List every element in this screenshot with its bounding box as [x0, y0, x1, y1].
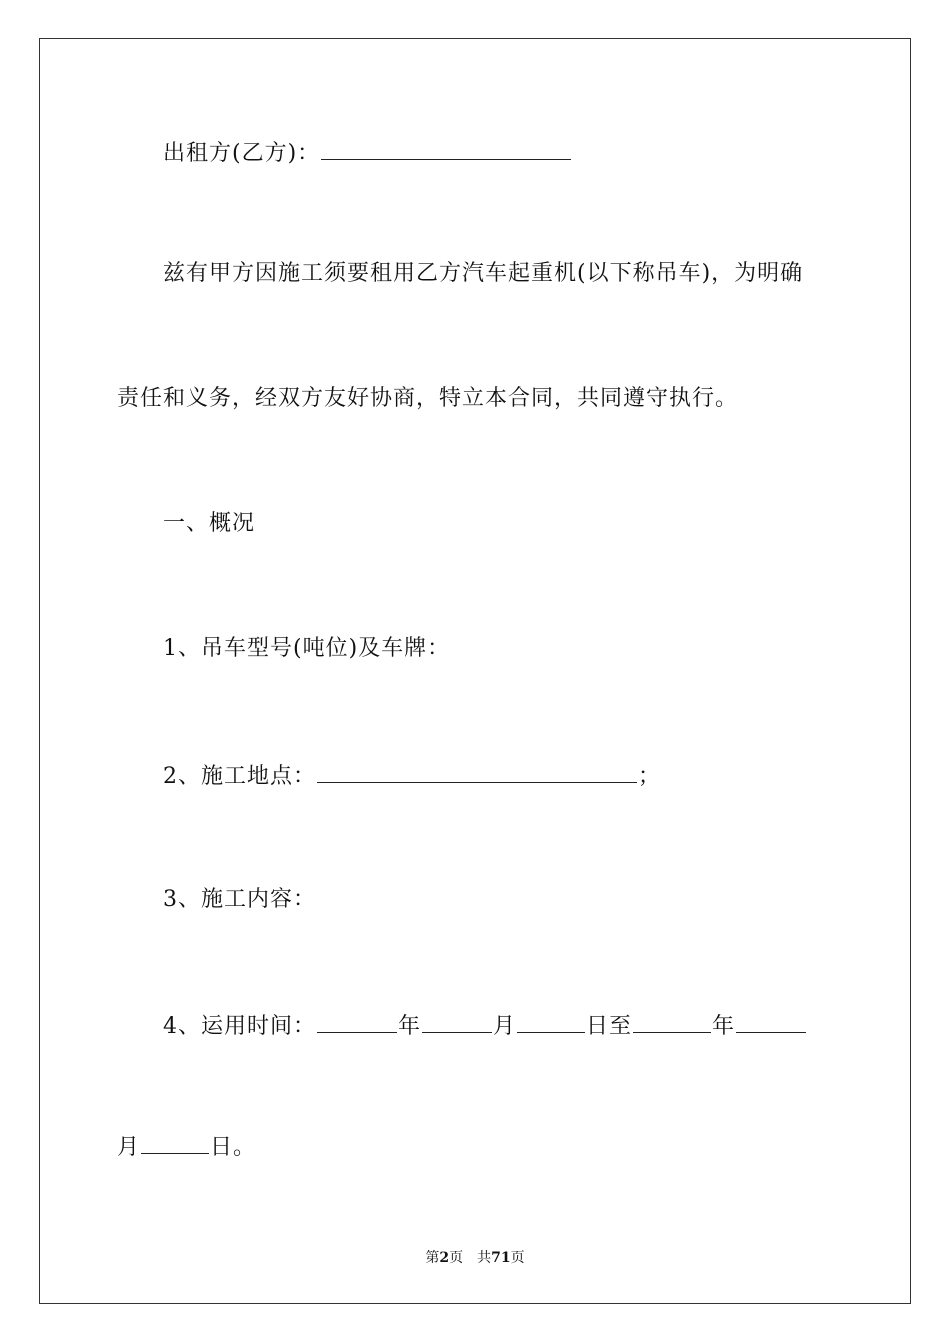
end-month-blank	[736, 1010, 806, 1033]
start-day-blank	[517, 1010, 585, 1033]
item-2-label: 2、施工地点：	[163, 764, 316, 789]
lessor-label: 出租方(乙方)：	[163, 141, 321, 166]
end-day-blank	[141, 1131, 209, 1154]
footer-total-prefix: 共	[477, 1250, 492, 1266]
lessor-line	[163, 137, 572, 169]
footer-page-current: 2	[439, 1250, 450, 1266]
year-label-2: 年	[712, 1014, 736, 1039]
day-end-label: 日。	[210, 1135, 257, 1160]
month-label: 月	[493, 1014, 517, 1039]
intro-line-2: 责任和义务，经双方友好协商，特立本合同，共同遵守执行。	[117, 386, 739, 411]
day-to-label: 日至	[586, 1014, 633, 1039]
end-year-blank	[633, 1010, 711, 1033]
item-1-crane-model: 1、吊车型号(吨位)及车牌：	[163, 636, 451, 661]
site-blank	[317, 760, 637, 783]
page-footer	[0, 1249, 950, 1267]
item-4-time-line-2	[117, 1131, 256, 1163]
section-1-heading: 一、概况	[163, 511, 256, 536]
item-2-end: ；	[638, 764, 662, 789]
footer-total-suffix: 页	[510, 1250, 525, 1266]
lessor-blank	[321, 137, 571, 160]
month-label-2: 月	[117, 1135, 141, 1160]
footer-page-total: 71	[491, 1250, 511, 1266]
start-month-blank	[422, 1010, 492, 1033]
item-4-label: 4、运用时间：	[163, 1014, 316, 1039]
footer-page-suffix: 页	[449, 1250, 464, 1266]
start-year-blank	[317, 1010, 397, 1033]
item-3-content: 3、施工内容：	[163, 887, 316, 912]
item-4-time-line	[163, 1010, 807, 1042]
page-border	[39, 38, 911, 1304]
footer-page-prefix: 第	[425, 1250, 440, 1266]
intro-line-1: 兹有甲方因施工须要租用乙方汽车起重机(以下称吊车)，为明确	[163, 261, 804, 286]
item-2-site-line	[163, 760, 661, 792]
year-label: 年	[398, 1014, 422, 1039]
